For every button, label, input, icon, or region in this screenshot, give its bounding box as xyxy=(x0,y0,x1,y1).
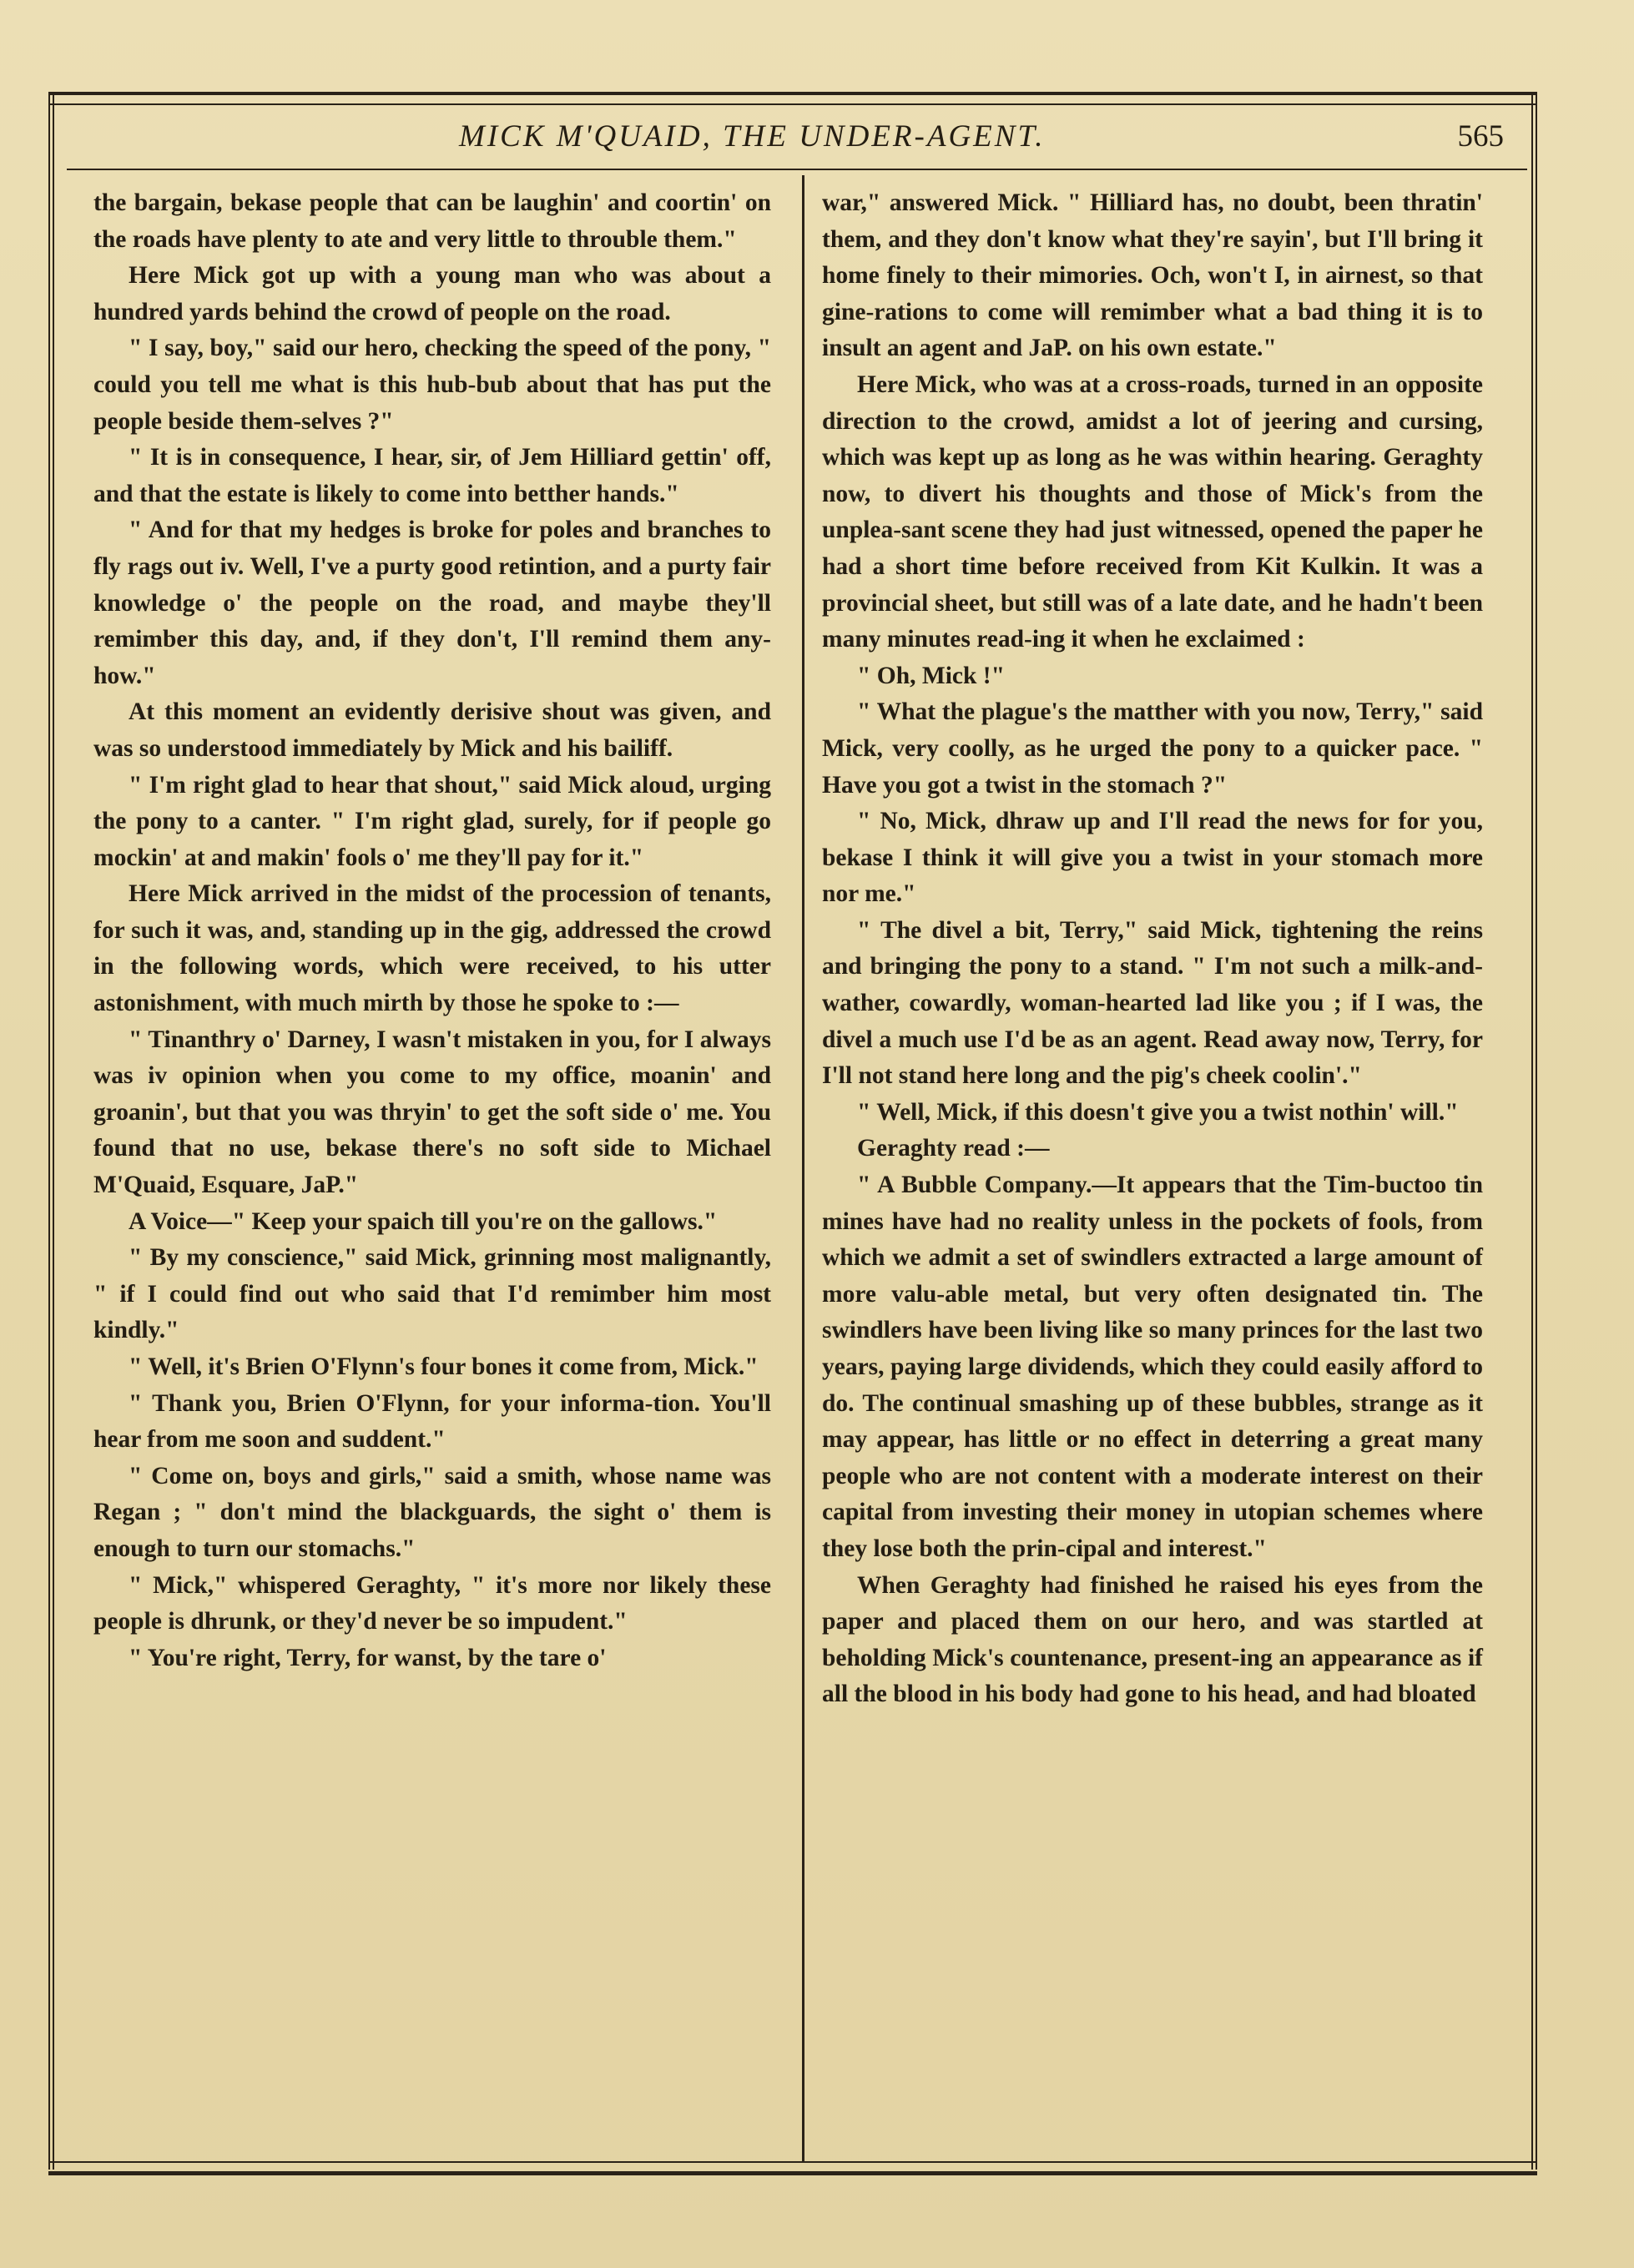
paragraph: Here Mick got up with a young man who was about a hundred yards behind the crowd of people on the road. xyxy=(93,262,771,325)
header-rule xyxy=(67,169,1527,170)
paragraph: When Geraghty had finished he raised his eyes from the paper and placed them on our hero, and was startled at beholding Mick's countenance, present-ing an appearance as if all the blood in his body had gone to his head, and had bloated xyxy=(822,1571,1483,1708)
paragraph: " What the plague's the matther with you now, Terry," said Mick, very coolly, as he urged the pony to a quicker pace. " Have you got a twist in the stomach ?" xyxy=(822,698,1483,799)
right-column xyxy=(822,185,1483,2155)
page-number: 565 xyxy=(1457,119,1504,154)
paragraph: " Well, Mick, if this doesn't give you a twist nothin' will." xyxy=(857,1098,1459,1126)
paragraph: " Mick," whispered Geraghty, " it's more nor likely these people is dhrunk, or they'd never be so impudent." xyxy=(93,1571,771,1635)
paragraph: " A Bubble Company.—It appears that the Tim-buctoo tin mines have had no reality unless in the pockets of fools, from which we admit a set of swindlers extracted a large amount of more valu-able metal, but very often designated tin. The swindlers have been living like so many princes for the last two years, paying large dividends, which they could easily afford to do. The continual smashing up of these bubbles, strange as it may appear, has little or no effect in deterring a great many people who are not content with a moderate interest on their capital from investing their money in utopian schemes where they lose both the prin-cipal and interest." xyxy=(822,1172,1483,1562)
paragraph: " Thank you, Brien O'Flynn, for your informa-tion. You'll hear from me soon and suddent." xyxy=(93,1389,771,1454)
paragraph: " No, Mick, dhraw up and I'll read the news for for you, bekase I think it will give you a twist in your stomach more nor me." xyxy=(822,808,1483,908)
paragraph: " Oh, Mick !" xyxy=(857,662,1005,689)
paragraph: war," answered Mick. " Hilliard has, no doubt, been thratin' them, and they don't know what they're sayin', but I'll bring it home finely to their mimories. Och, won't I, in airnest, so that gine-rations to come will remimber what a bad thing it is to insult an agent and JaP. on his own estate." xyxy=(822,189,1483,362)
paragraph: Here Mick, who was at a cross-roads, turned in an opposite direction to the crowd, amidst a lot of jeering and cursing, which was kept up as long as he was within hearing. Geraghty now, to divert his thoughts and those of Mick's from the unplea-sant scene they had just witnessed, opened the paper he had a short time before received from Kit Kulkin. It was a provincial sheet, but still was of a late date, and he hadn't been many minutes read-ing it when he exclaimed : xyxy=(822,370,1483,653)
paragraph: Here Mick arrived in the midst of the procession of tenants, for such it was, and, standing up in the gig, addressed the crowd in the following words, which were received, to his utter astonishment, with much mirth by those he spoke to :— xyxy=(93,880,771,1017)
running-title: MICK M'QUAID, THE UNDER-AGENT. xyxy=(459,119,1046,154)
paragraph: " Well, it's Brien O'Flynn's four bones it come from, Mick." xyxy=(129,1353,759,1380)
paragraph: Geraghty read :— xyxy=(857,1135,1050,1162)
paragraph: " Tinanthry o' Darney, I wasn't mistaken in you, for I always was iv opinion when you come to my office, moanin' and groanin', but that you was thryin' to get the soft side o' me. You found that no use, bekase there's no soft side to Michael M'Quaid, Esquare, JaP." xyxy=(93,1026,771,1199)
paragraph: " I'm right glad to hear that shout," said Mick aloud, urging the pony to a canter. " I'm right glad, surely, for if people go mockin' at and makin' fools o' me they'll pay for it." xyxy=(93,771,771,871)
paragraph: " And for that my hedges is broke for poles and branches to fly rags out iv. Well, I've a purty good retintion, and a purty fair knowledge o' the people on the road, and maybe they'll remimber this day, and, if they don't, I'll remind them any-how." xyxy=(93,517,771,689)
paragraph: " Come on, boys and girls," said a smith, whose name was Regan ; " don't mind the blackguards, the sight o' them is enough to turn our stomachs." xyxy=(93,1462,771,1562)
paragraph: the bargain, bekase people that can be laughin' and coortin' on the roads have plenty to ate and very little to throuble them." xyxy=(93,189,771,253)
paragraph: At this moment an evidently derisive shout was given, and was so understood immediately by Mick and his bailiff. xyxy=(93,698,771,762)
paragraph: " By my conscience," said Mick, grinning most malignantly, " if I could find out who said that I'd remimber him most kindly." xyxy=(93,1244,771,1344)
paragraph: " It is in consequence, I hear, sir, of Jem Hilliard gettin' off, and that the estate is likely to come into betther hands." xyxy=(93,444,771,507)
paragraph: " The divel a bit, Terry," said Mick, tightening the reins and bringing the pony to a stand. " I'm not such a milk-and-wather, cowardly, woman-hearted lad like you ; if I was, the divel a much use I'd be as an agent. Read away now, Terry, for I'll not stand here long and the pig's cheek coolin'." xyxy=(822,916,1483,1090)
paragraph: " You're right, Terry, for wanst, by the tare o' xyxy=(129,1644,607,1671)
paragraph: A Voice—" Keep your spaich till you're on the gallows." xyxy=(129,1207,718,1235)
column-divider xyxy=(802,175,804,2161)
bottom-border-rule xyxy=(48,2161,1537,2175)
paragraph: " I say, boy," said our hero, checking the speed of the pony, " could you tell me what is this hub-bub about that has put the people beside them-selves ?" xyxy=(93,335,771,435)
running-header xyxy=(92,117,1510,167)
left-column xyxy=(93,185,771,2155)
